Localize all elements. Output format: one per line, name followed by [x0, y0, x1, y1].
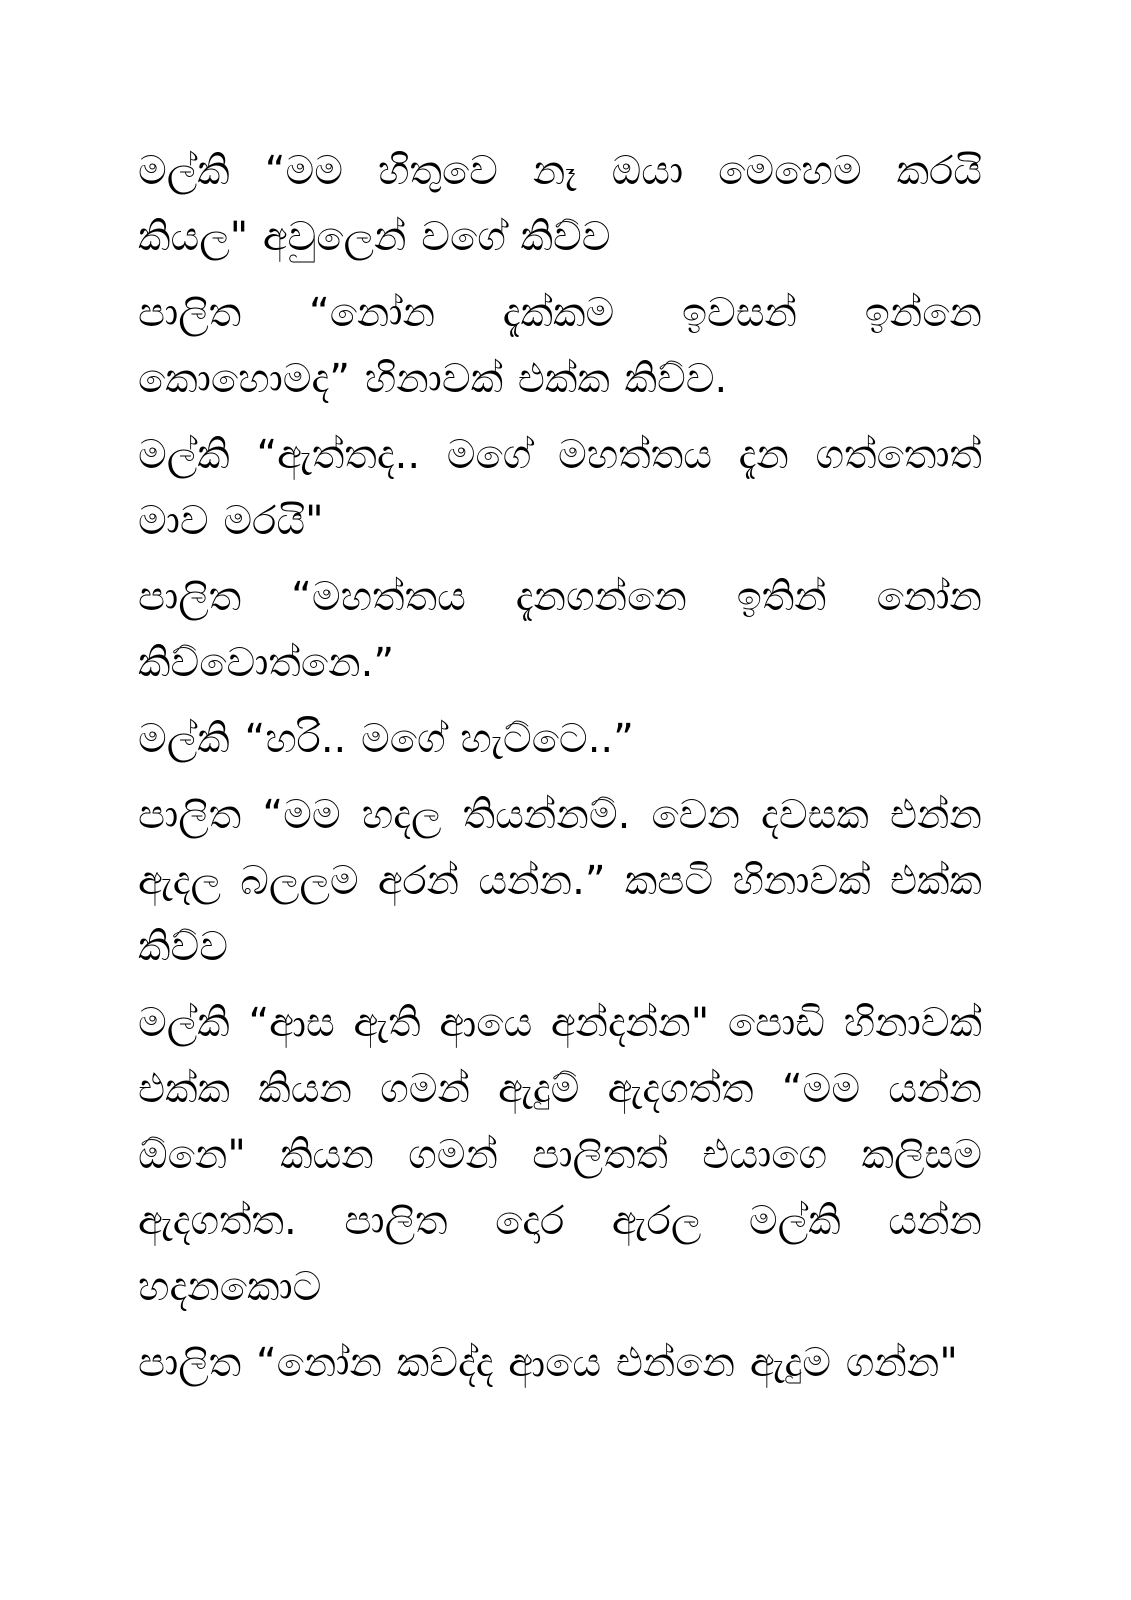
- paragraph-malki-4: මල්කි “ආස ඇති ආයෙ අන්දන්න" පොඩි හිනාවක් එක්ක කියන ගමන් ඇදුම් ඇදගත්ත “මම යන්න ඕනෙ" කියන ගමන් පාලිතත් එයාගෙ කලිසම ඇදගත්ත. පාලිත දොර ඇරල මල්කි යන්න හදනකොට: [138, 1000, 982, 1310]
- paragraph-palitha-3: පාලිත “මම හදල තියන්නම්. වෙන දවසක එන්න ඇදල බලලම අරන් යන්න.” කපටි හිනාවක් එක්ක කිව්ව: [138, 792, 982, 970]
- paragraph-palitha-4: පාලිත “නෝන කවද්ද ආයෙ එන්නෙ ඇදුම ගන්න": [138, 1340, 958, 1386]
- paragraph-palitha-2: පාලිත “මහත්තය දැනගන්නෙ ඉතින් නෝන කිව්වොත්නෙ.”: [138, 574, 982, 686]
- story-text: [138, 138, 982, 1406]
- paragraph-malki-1: මල්කි “මම හිතුවෙ නෑ ඔයා මෙහෙම කරයි කියල" අවුලෙන් වගේ කිව්ව: [138, 148, 982, 260]
- paragraph-malki-2: මල්කි “ඇත්තද.. මගේ මහත්තය දැන ගත්තොත් මාව මරයි": [138, 432, 982, 544]
- paragraph-palitha-1: පාලිත “නෝන දැක්කම ඉවසන් ඉන්නෙ කොහොමද” හිනාවක් එක්ක කිව්ව.: [138, 290, 982, 402]
- paragraph-malki-3: මල්කි “හරි.. මගේ හැට්ටෙ..”: [138, 716, 634, 762]
